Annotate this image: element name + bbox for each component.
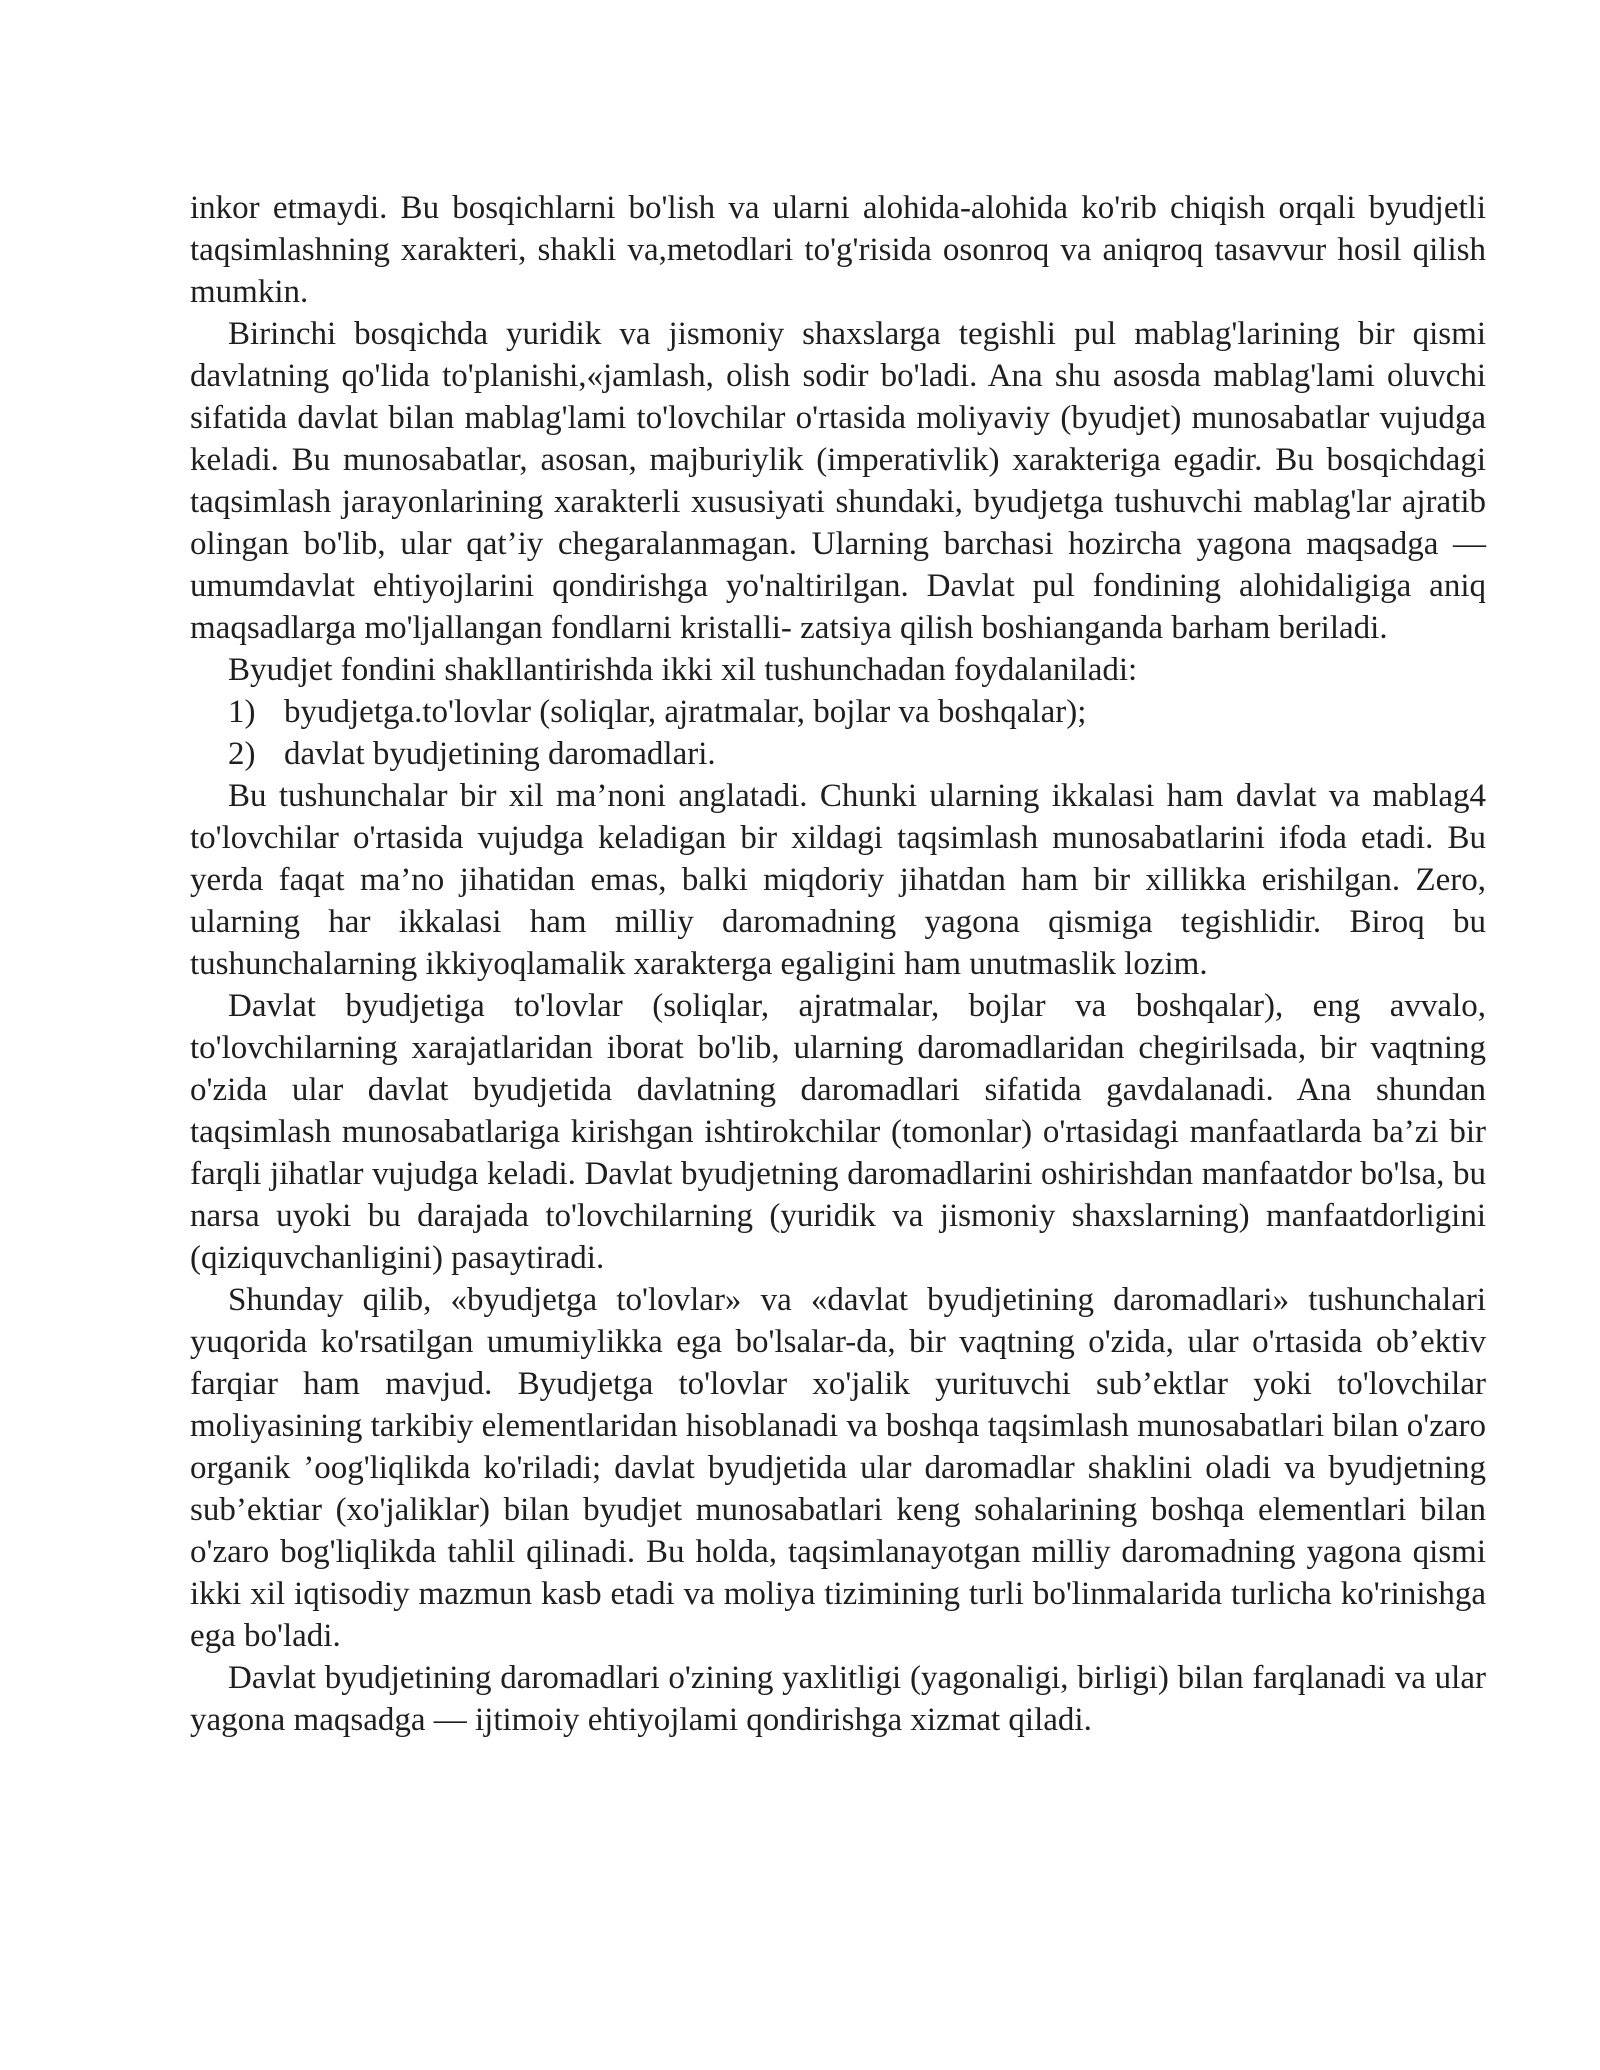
document-page: [190, 187, 1486, 1741]
list-item: [190, 691, 1486, 733]
list-item-number: 1): [228, 694, 256, 730]
paragraph: Birinchi bosqichda yuridik va jismoniy shaxslarga tegishli pul mablag'larining bir qismi davlatning qo'lida to'planishi,«jamlash, olish sodir bo'ladi. Ana shu asosda mablag'lami oluvchi sifatida davlat bilan mablag'lami to'lovchilar o'rtasida moliyaviy (byudjet) munosabatlar vujudga keladi. Bu munosabatlar, asosan, majburiylik (imperativlik) xarakteriga egadir. Bu bosqichdagi taqsimlash jarayonlarining xarakterli xususiyati shundaki, byudjetga tushuvchi mablag'lar ajratib olingan bo'lib, ular qat’iy chegaralanmagan. Ularning barchasi hozircha yagona maqsadga — umumdavlat ehtiyojlarini qondirishga yo'naltirilgan. Davlat pul fondining alohidaligiga aniq maqsadlarga mo'ljallangan fondlarni kristalli- zatsiya qilish boshianganda barham beriladi.: [190, 316, 1486, 646]
paragraph: inkor etmaydi. Bu bosqichlarni bo'lish va ularni alohida-alohida ko'rib chiqish orqali byudjetli taqsimlashning xarakteri, shakli va,metodlari to'g'risida osonroq va aniqroq tasavvur hosil qilish mumkin.: [190, 190, 1486, 310]
list-item-number: 2): [228, 736, 256, 772]
paragraph: Davlat byudjetiga to'lovlar (soliqlar, ajratmalar, bojlar va boshqalar), eng avvalo, to'lovchilarning xarajatlaridan iborat bo'lib, ularning daromadlaridan chegirilsada, bir vaqtning o'zida ular davlat byudjetida davlatning daromadlari sifatida gavdalanadi. Ana shundan taqsimlash munosabatlariga kirishgan ishtirokchilar (tomonlar) o'rtasidagi manfaatlarda ba’zi bir farqli jihatlar vujudga keladi. Davlat byudjetning daromadlarini oshirishdan manfaatdor bo'lsa, bu narsa uyoki bu darajada to'lovchilarning (yuridik va jismoniy shaxslarning) manfaatdorligini (qiziquvchanligini) pasaytiradi.: [190, 988, 1486, 1276]
paragraph: Byudjet fondini shakllantirishda ikki xil tushunchadan foydalaniladi:: [228, 652, 1138, 688]
list-item: [190, 733, 1486, 775]
list-item-text: byudjetga.to'lovlar (soliqlar, ajratmalar, bojlar va boshqalar);: [284, 694, 1087, 730]
paragraph: Davlat byudjetining daromadlari o'zining yaxlitligi (yagonaligi, birligi) bilan farqlanadi va ular yagona maqsadga — ijtimoiy ehtiyojlami qondirishga xizmat qiladi.: [190, 1660, 1486, 1738]
list-item-text: davlat byudjetining daromadlari.: [284, 736, 716, 772]
paragraph: Shunday qilib, «byudjetga to'lovlar» va «davlat byudjetining daromadlari» tushunchalari yuqorida ko'rsatilgan umumiylikka ega bo'lsalar-da, bir vaqtning o'zida, ular o'rtasida ob’ektiv farqiar ham mavjud. Byudjetga to'lovlar xo'jalik yurituvchi sub’ektlar yoki to'lovchilar moliyasining tarkibiy elementlaridan hisoblanadi va boshqa taqsimlash munosabatlari bilan o'zaro organik ’oog'liqlikda ko'riladi; davlat byudjetida ular daromadlar shaklini oladi va byudjetning sub’ektiar (xo'jaliklar) bilan byudjet munosabatlari keng sohalarining boshqa elementlari bilan o'zaro bog'liqlikda tahlil qilinadi. Bu holda, taqsimlanayotgan milliy daromadning yagona qismi ikki xil iqtisodiy mazmun kasb etadi va moliya tizimining turli bo'linmalarida turlicha ko'rinishga ega bo'ladi.: [190, 1282, 1486, 1654]
paragraph: Bu tushunchalar bir xil ma’noni anglatadi. Chunki ularning ikkalasi ham davlat va mablag4 to'lovchilar o'rtasida vujudga keladigan bir xildagi taqsimlash munosabatlarini ifoda etadi. Bu yerda faqat ma’no jihatidan emas, balki miqdoriy jihatdan ham bir xillikka erishilgan. Zero, ularning har ikkalasi ham milliy daromadning yagona qismiga tegishlidir. Biroq bu tushunchalarning ikkiyoqlamalik xarakterga egaligini ham unutmaslik lozim.: [190, 778, 1486, 982]
